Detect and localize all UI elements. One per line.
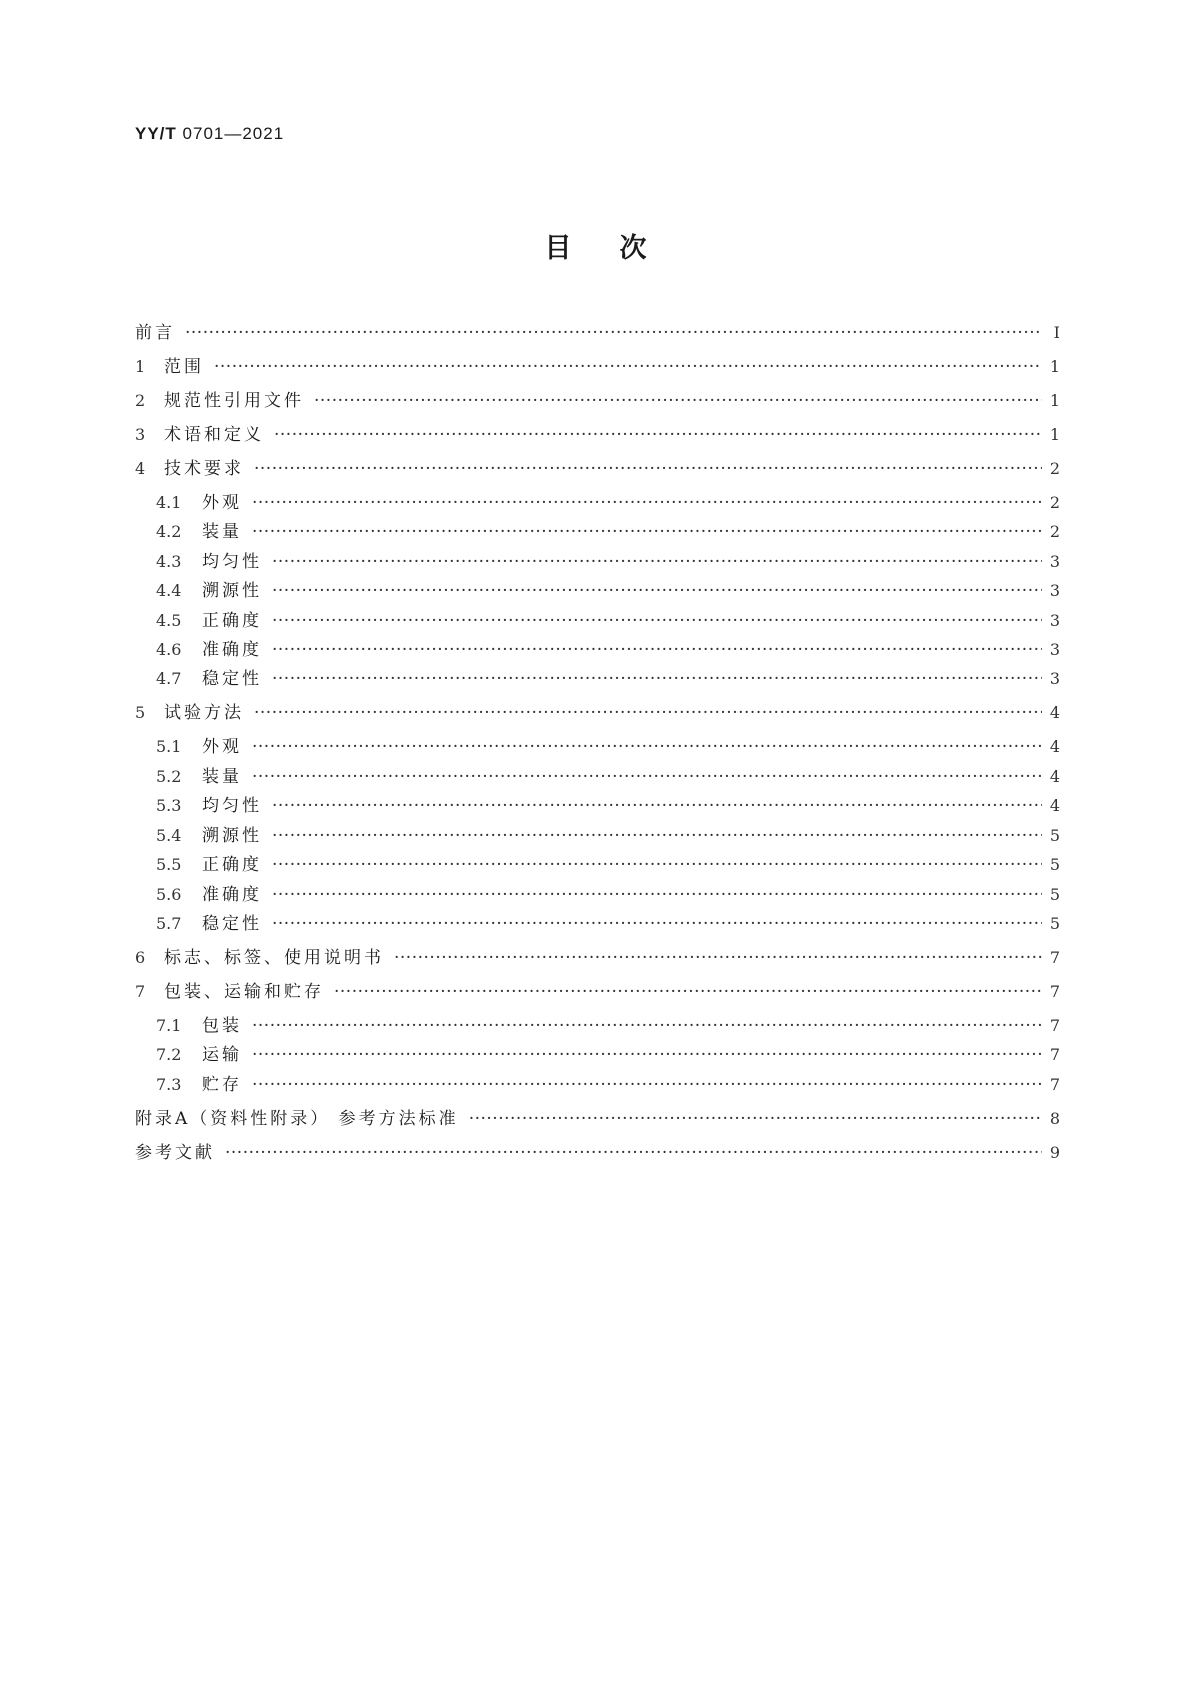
toc-entry-label: 标志、标签、使用说明书 [164, 948, 384, 968]
dot-leader [272, 854, 1042, 876]
toc-entry-number: 6 [135, 948, 146, 967]
toc-entry-page: 7 [1049, 1045, 1060, 1064]
toc-entry-page: 7 [1049, 1075, 1060, 1094]
toc-entry-page: 3 [1049, 669, 1060, 688]
toc-entry [156, 639, 1060, 661]
toc-entry-page: 8 [1049, 1109, 1060, 1128]
toc-entry [135, 424, 1060, 446]
toc-entry-page: 3 [1049, 581, 1060, 600]
toc-entry-number: 5 [135, 703, 146, 722]
toc-entry-number: 7.3 [156, 1075, 182, 1094]
dot-leader [185, 322, 1042, 344]
dot-leader [469, 1108, 1042, 1130]
dot-leader [252, 736, 1042, 758]
toc-entry [156, 1015, 1060, 1037]
toc-entry-label: 运输 [202, 1045, 242, 1065]
toc-entry-number: 7 [135, 982, 146, 1001]
toc-entry-page: 5 [1049, 826, 1060, 845]
toc-entry-label: 正确度 [202, 855, 262, 875]
toc-entry-page: Ⅰ [1053, 323, 1060, 342]
toc-entry-page: 5 [1049, 855, 1060, 874]
dot-leader [272, 610, 1042, 632]
toc-entry [156, 1044, 1060, 1066]
dot-leader [272, 825, 1042, 847]
toc-entry-label: 装量 [202, 767, 242, 787]
toc-entry-label: 包装 [202, 1016, 242, 1036]
toc-entry-label: 稳定性 [202, 914, 262, 934]
toc-entry [156, 1074, 1060, 1096]
toc-entry-page: 2 [1049, 493, 1060, 512]
toc-entry [135, 458, 1060, 480]
toc-entry [156, 795, 1060, 817]
toc-entry-number: 4 [135, 459, 146, 478]
toc-entry-number: 4.6 [156, 640, 182, 659]
toc-entry [135, 390, 1060, 412]
dot-leader [334, 981, 1042, 1003]
dot-leader [394, 947, 1042, 969]
toc-entry [156, 551, 1060, 573]
toc-entry-page: 3 [1049, 611, 1060, 630]
toc-entry-label: 术语和定义 [164, 425, 264, 445]
toc-entry-label: 正确度 [202, 611, 262, 631]
toc-entry-label: 外观 [202, 737, 242, 757]
toc-entry-page: 4 [1049, 767, 1060, 786]
dot-leader [225, 1142, 1042, 1164]
toc-entry-number: 4.7 [156, 669, 182, 688]
dot-leader [314, 390, 1042, 412]
toc-entry-page: 9 [1049, 1143, 1060, 1162]
toc-entry-page: 5 [1049, 914, 1060, 933]
dot-leader [272, 884, 1042, 906]
dot-leader [252, 766, 1042, 788]
toc-entry-page: 7 [1049, 982, 1060, 1001]
page-title: 目次 [544, 233, 695, 264]
standard-code [135, 124, 284, 144]
toc-entry-label: 前言 [135, 323, 175, 343]
toc-entry-number: 5.6 [156, 885, 182, 904]
toc-entry-label: 溯源性 [202, 581, 262, 601]
toc-entry [156, 825, 1060, 847]
toc-entry [156, 492, 1060, 514]
toc-entry-number: 5.4 [156, 826, 182, 845]
toc-entry-label: 装量 [202, 522, 242, 542]
dot-leader [254, 702, 1042, 724]
toc-entry [156, 913, 1060, 935]
toc-entry-label: 范围 [164, 357, 204, 377]
dot-leader [272, 913, 1042, 935]
dot-leader [252, 1015, 1042, 1037]
toc-entry-number: 7.1 [156, 1016, 182, 1035]
dot-leader [272, 580, 1042, 602]
toc-entry-number: 5.5 [156, 855, 182, 874]
toc-entry [135, 1108, 1060, 1130]
dot-leader [214, 356, 1042, 378]
toc-entry [156, 580, 1060, 602]
toc-entry-label: 外观 [202, 493, 242, 513]
dot-leader [252, 492, 1042, 514]
toc-entry-page: 1 [1049, 425, 1060, 444]
dot-leader [252, 521, 1042, 543]
toc-entry-label: 贮存 [202, 1075, 242, 1095]
toc-entry-page: 7 [1049, 1016, 1060, 1035]
toc-entry-number: 4.2 [156, 522, 182, 541]
toc-entry-number: 2 [135, 391, 146, 410]
dot-leader [272, 551, 1042, 573]
toc-entry-page: 7 [1049, 948, 1060, 967]
toc-entry [135, 981, 1060, 1003]
toc-entry [135, 356, 1060, 378]
toc-entry-page: 5 [1049, 885, 1060, 904]
toc-entry-label: 包装、运输和贮存 [164, 982, 324, 1002]
toc-entry-label: 技术要求 [164, 459, 244, 479]
toc-entry-label: 溯源性 [202, 826, 262, 846]
toc-entry-label: 稳定性 [202, 669, 262, 689]
toc-entry [135, 322, 1060, 344]
toc-entry-number: 4.1 [156, 493, 182, 512]
toc-entry-number: 7.2 [156, 1045, 182, 1064]
toc-entry-number: 5.7 [156, 914, 182, 933]
dot-leader [272, 639, 1042, 661]
toc-entry-number: 5.3 [156, 796, 182, 815]
toc-entry [156, 854, 1060, 876]
toc-entry-page: 1 [1049, 391, 1060, 410]
toc-entry-page: 1 [1049, 357, 1060, 376]
standard-number: 0701—2021 [182, 124, 285, 143]
toc-entry [156, 521, 1060, 543]
toc-entry-page: 3 [1049, 640, 1060, 659]
dot-leader [272, 795, 1042, 817]
toc-entry-page: 2 [1049, 459, 1060, 478]
toc-entry-number: 5.1 [156, 737, 182, 756]
toc-entry-page: 3 [1049, 552, 1060, 571]
toc-entry [135, 1142, 1060, 1164]
toc-entry-label: 参考文献 [135, 1143, 215, 1163]
toc-entry [156, 736, 1060, 758]
dot-leader [252, 1074, 1042, 1096]
toc-entry [135, 702, 1060, 724]
toc-entry-number: 5.2 [156, 767, 182, 786]
toc-entry [156, 766, 1060, 788]
standard-prefix: YY/T [135, 124, 177, 143]
toc-entry-label: 准确度 [202, 885, 262, 905]
toc-entry-label: 附录A（资料性附录） 参考方法标准 [135, 1109, 459, 1129]
toc-entry-label: 规范性引用文件 [164, 391, 304, 411]
toc-entry [156, 884, 1060, 906]
toc-entry-label: 试验方法 [164, 703, 244, 723]
toc-entry-page: 2 [1049, 522, 1060, 541]
dot-leader [252, 1044, 1042, 1066]
toc-entry [156, 668, 1060, 690]
dot-leader [274, 424, 1042, 446]
toc-entry-label: 准确度 [202, 640, 262, 660]
dot-leader [272, 668, 1042, 690]
toc-entry-label: 均匀性 [202, 796, 262, 816]
toc-entry [135, 947, 1060, 969]
toc-entry-label: 均匀性 [202, 552, 262, 572]
toc-entry-page: 4 [1049, 737, 1060, 756]
toc-entry-number: 3 [135, 425, 146, 444]
toc-entry [156, 610, 1060, 632]
dot-leader [254, 458, 1042, 480]
toc-entry-number: 1 [135, 357, 146, 376]
toc-entry-page: 4 [1049, 703, 1060, 722]
toc-entry-number: 4.5 [156, 611, 182, 630]
toc-entry-number: 4.3 [156, 552, 182, 571]
toc-entry-page: 4 [1049, 796, 1060, 815]
toc-entry-number: 4.4 [156, 581, 182, 600]
